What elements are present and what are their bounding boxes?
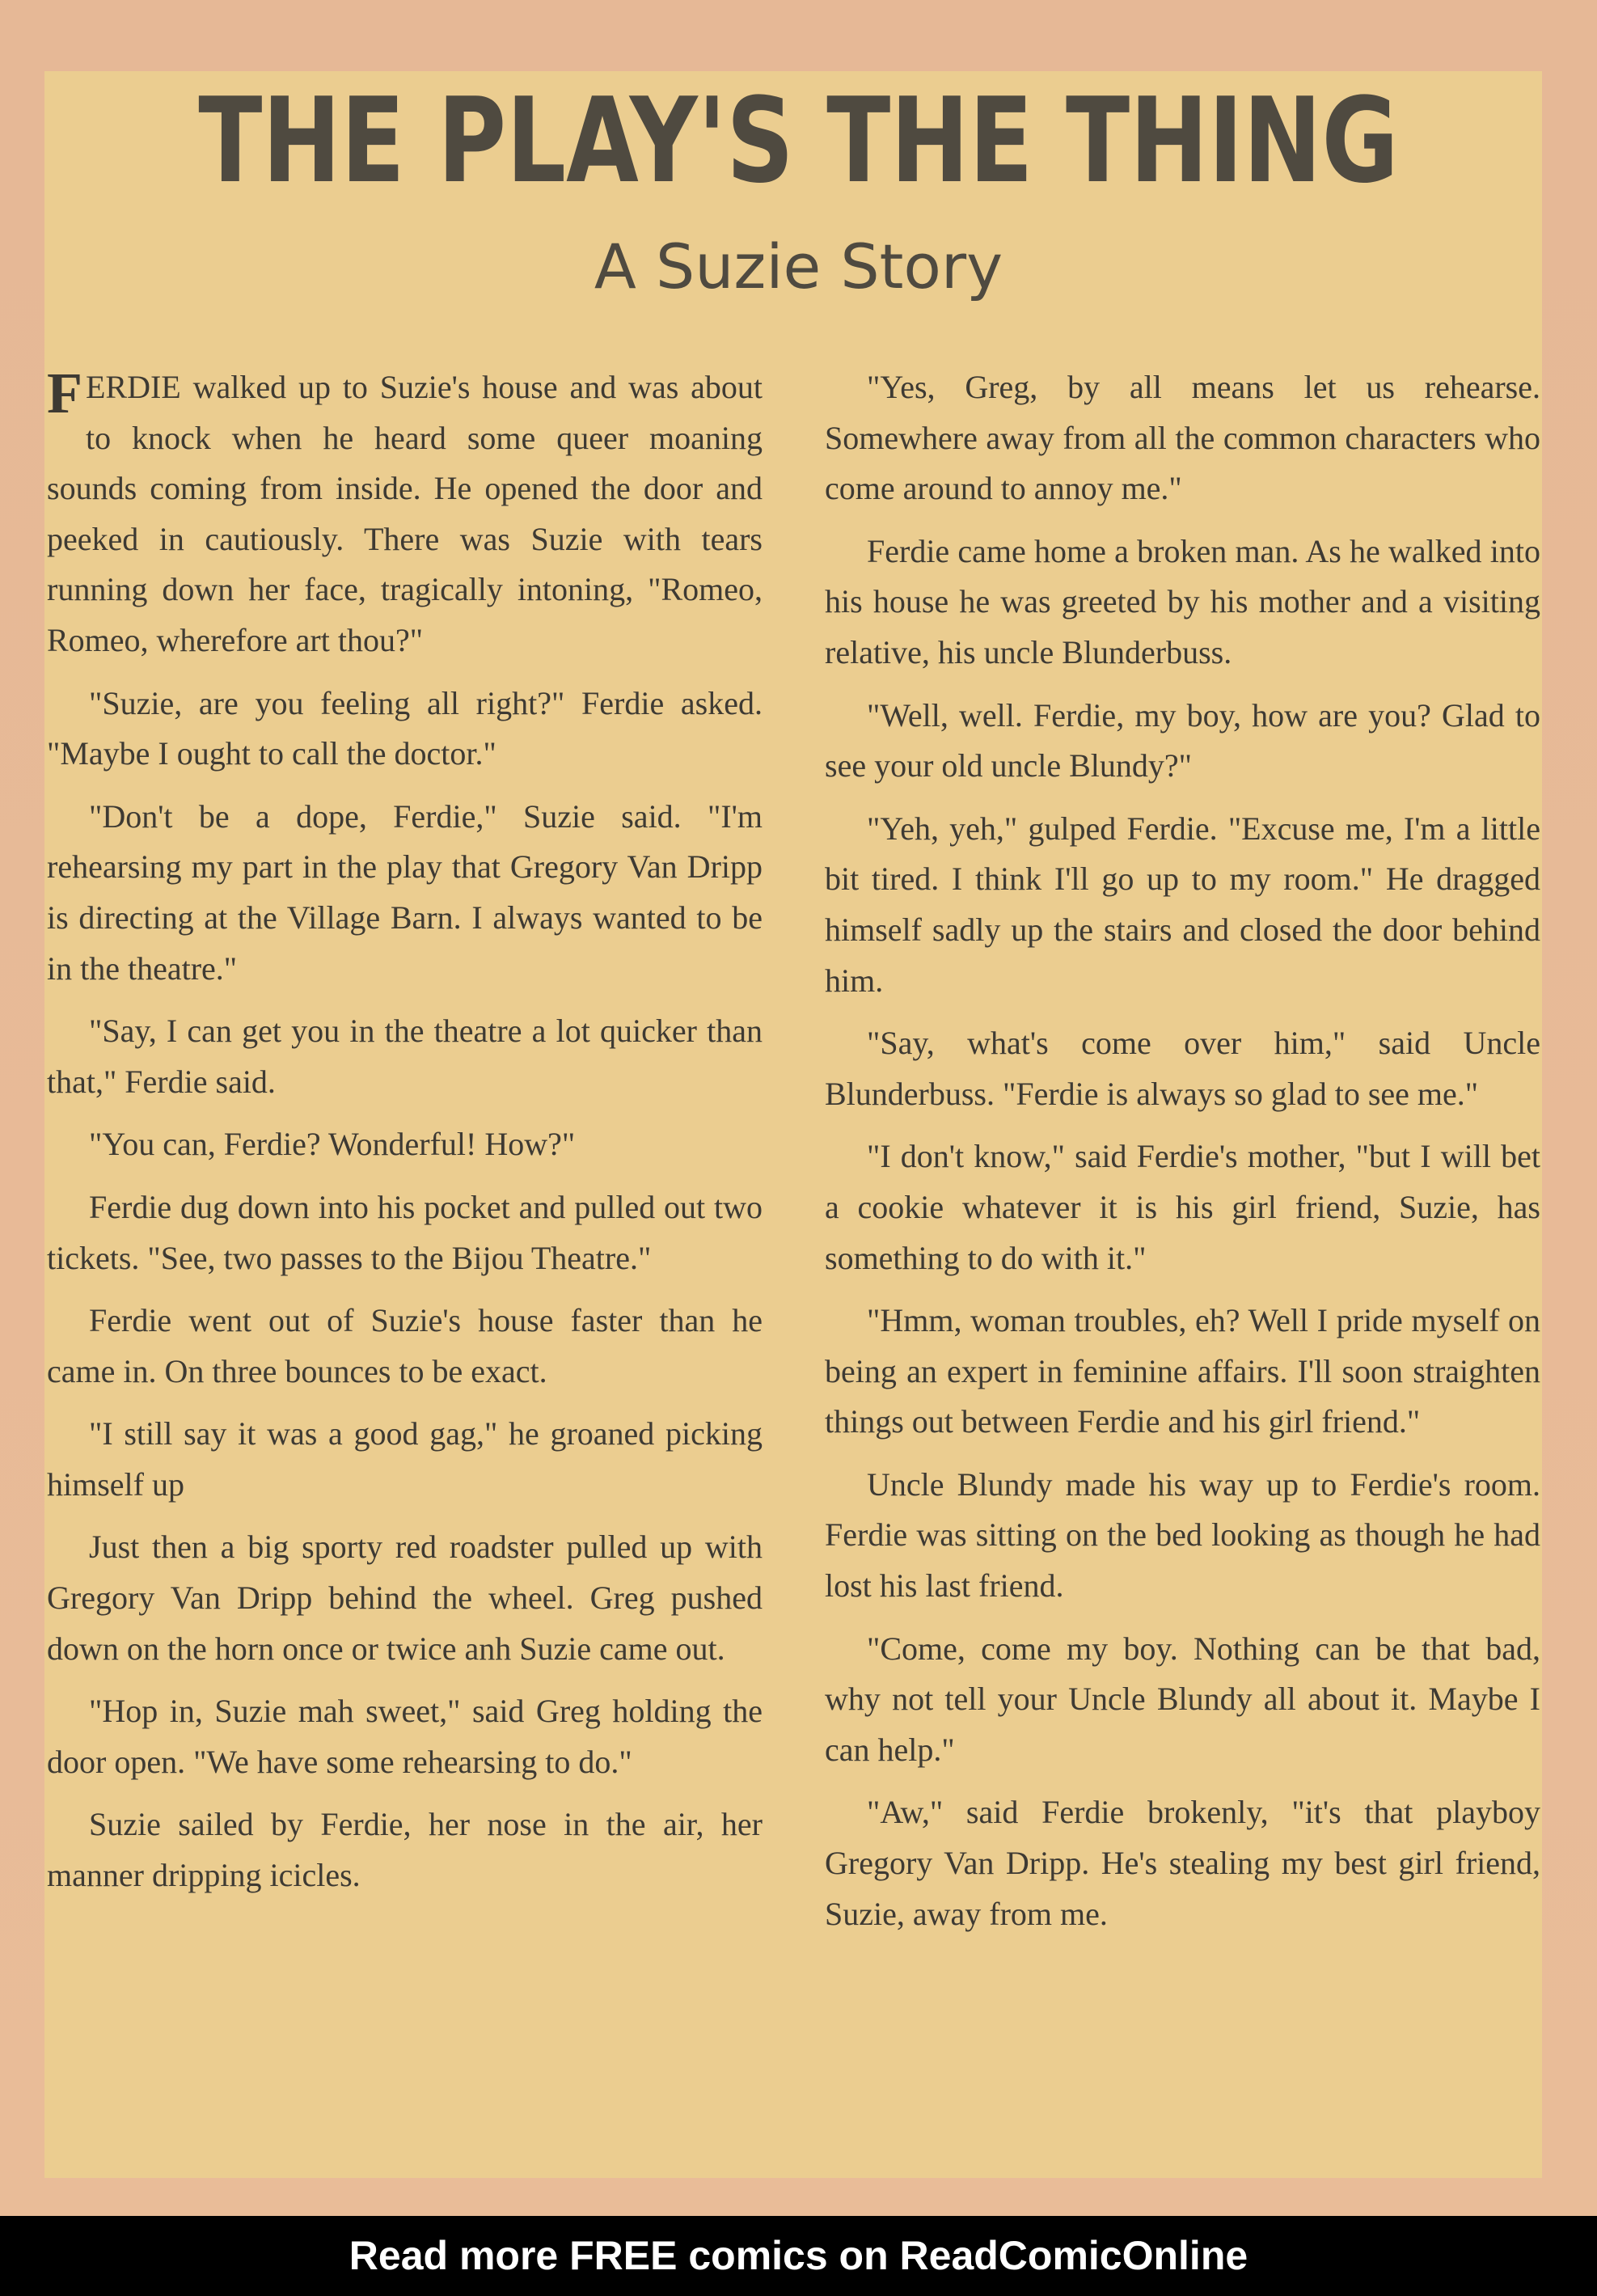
paragraph: Ferdie dug down into his pocket and pulled out two tickets. "See, two passes to the Bijou Theatre." xyxy=(47,1188,763,1276)
paragraph: "Suzie, are you feeling all right?" Ferdie asked. "Maybe I ought to call the doctor." xyxy=(47,684,763,772)
paragraph: "You can, Ferdie? Wonderful! How?" xyxy=(89,1126,576,1163)
paragraph: "Yeh, yeh," gulped Ferdie. "Excuse me, I'm a little bit tired. I think I'll go up to my room." He dragged himself sadly up the stairs and closed the door behind him. xyxy=(825,810,1540,999)
paragraph: "Aw," said Ferdie brokenly, "it's that playboy Gregory Van Dripp. He's stealing my best girl friend, Suzie, away from me. xyxy=(825,1794,1540,1932)
paragraph: "Say, I can get you in the theatre a lot quicker than that," Ferdie said. xyxy=(47,1013,763,1100)
story-subtitle: A Suzie Story xyxy=(594,230,1003,302)
promo-banner[interactable]: Read more FREE comics on ReadComicOnline xyxy=(0,2216,1597,2296)
paragraph: "I still say it was a good gag," he groaned picking himself up xyxy=(47,1415,763,1503)
paragraph: Ferdie came home a broken man. As he walked into his house he was greeted by his mother and a visiting relative, his uncle Blunderbuss. xyxy=(825,532,1540,670)
paragraph: Suzie sailed by Ferdie, her nose in the air, her manner dripping icicles. xyxy=(47,1806,763,1894)
paragraph: Just then a big sporty red roadster pulled up with Gregory Van Dripp behind the wheel. Greg pushed down on the horn once or twice anh Suzie came out. xyxy=(47,1529,763,1667)
paragraph-text: ERDIE walked up to Suzie's house and was about to knock when he heard some queer moaning sounds coming from inside. He opened the door and peeked in cautiously. There was Suzie with tears running down her face, tragically intoning, "Romeo, Romeo, wherefore art thou?" xyxy=(47,369,763,658)
paragraph: "Say, what's come over him," said Uncle Blunderbuss. "Ferdie is always so glad to see me." xyxy=(825,1025,1540,1112)
paragraph: "I don't know," said Ferdie's mother, "but I will bet a cookie whatever it is his girl friend, Suzie, has something to do with it." xyxy=(825,1138,1540,1276)
paragraph xyxy=(47,362,763,666)
paragraph: Uncle Blundy made his way up to Ferdie's room. Ferdie was sitting on the bed looking as though he had lost his last friend. xyxy=(825,1465,1540,1605)
right-column xyxy=(825,362,1540,1951)
paragraph: "Come, come my boy. Nothing can be that bad, why not tell your Uncle Blundy all about it. Maybe I can help." xyxy=(825,1630,1540,1768)
paragraph: "Don't be a dope, Ferdie," Suzie said. "I'm rehearsing my part in the play that Gregory Van Dripp is directing at the Village Barn. I always wanted to be in the theatre." xyxy=(47,797,763,987)
left-column xyxy=(47,362,763,1913)
paragraph: "Well, well. Ferdie, my boy, how are you? Glad to see your old uncle Blundy?" xyxy=(825,696,1540,784)
drop-cap: F xyxy=(47,361,82,425)
paragraph: "Hop in, Suzie mah sweet," said Greg holding the door open. "We have some rehearsing to do." xyxy=(47,1693,763,1780)
paragraph: "Yes, Greg, by all means let us rehearse. Somewhere away from all the common characters who come around to annoy me." xyxy=(825,369,1540,507)
paragraph: Ferdie went out of Suzie's house faster than he came in. On three bounces to be exact. xyxy=(47,1302,763,1389)
story-title: THE PLAY'S THE THING xyxy=(198,73,1399,209)
paragraph: "Hmm, woman troubles, eh? Well I pride myself on being an expert in feminine affairs. I'll soon straighten things out between Ferdie and his girl friend." xyxy=(825,1302,1540,1440)
